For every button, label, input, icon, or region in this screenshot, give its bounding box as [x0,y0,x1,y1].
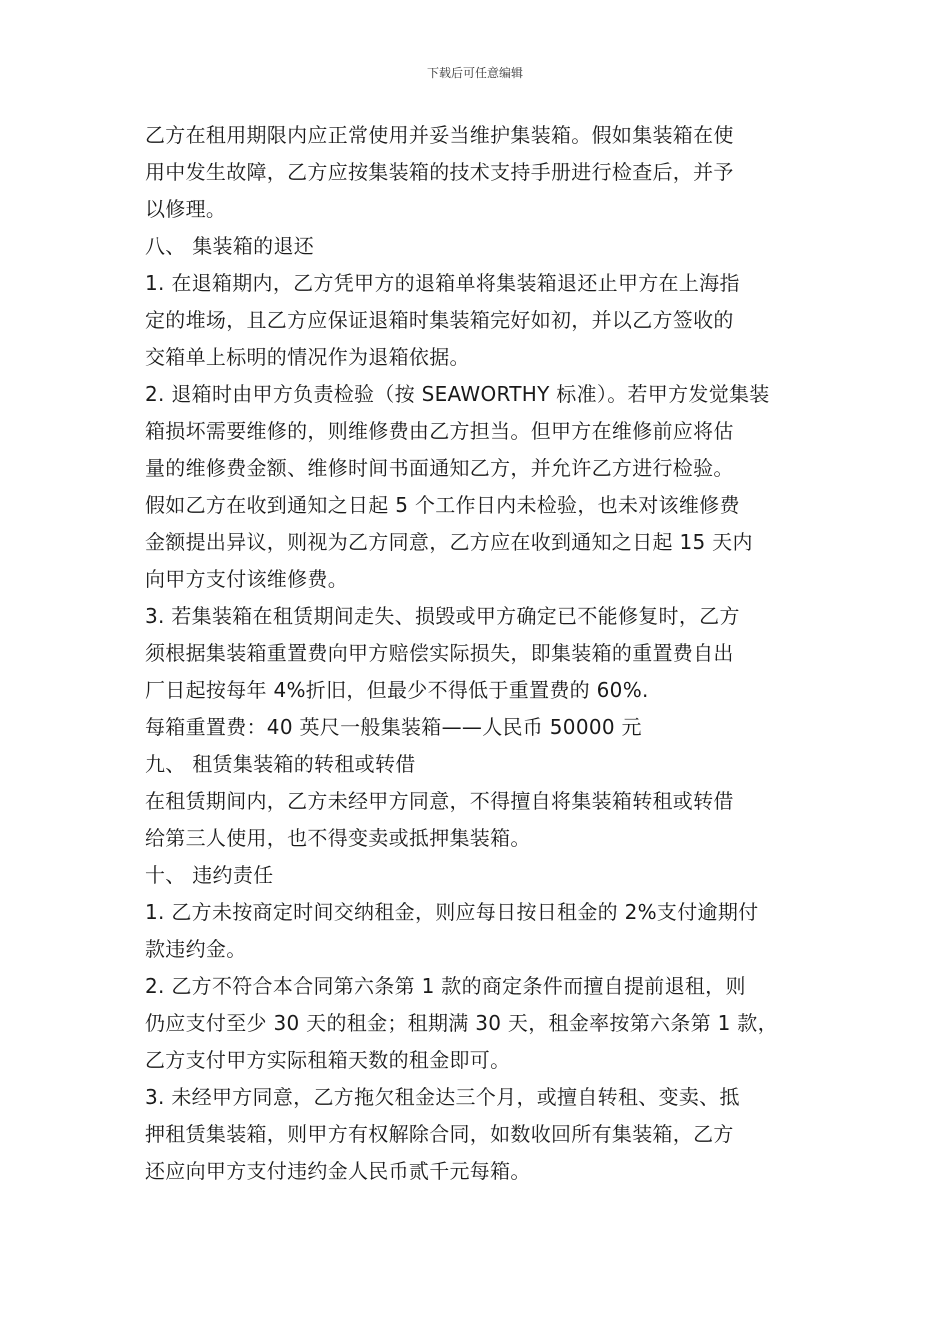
body-line: 款违约金。 [145,937,247,961]
body-line: 还应向甲方支付违约金人民币贰千元每箱。 [145,1159,531,1183]
body-line: 2. 退箱时由甲方负责检验（按 SEAWORTHY 标准）。若甲方发觉集装 [145,382,770,406]
section-heading: 八、 集装箱的退还 [145,234,315,258]
body-line: 押租赁集装箱，则甲方有权解除合同，如数收回所有集装箱，乙方 [145,1122,734,1146]
body-line: 箱损坏需要维修的，则维修费由乙方担当。但甲方在维修前应将估 [145,419,734,443]
body-line: 1. 在退箱期内，乙方凭甲方的退箱单将集装箱退还止甲方在上海指 [145,271,740,295]
body-line: 2. 乙方不符合本合同第六条第 1 款的商定条件而擅自提前退租，则 [145,974,746,998]
body-line: 3. 未经甲方同意，乙方拖欠租金达三个月，或擅自转租、变卖、抵 [145,1085,740,1109]
body-line: 假如乙方在收到通知之日起 5 个工作日内未检验，也未对该维修费 [145,493,740,517]
section-heading: 十、 违约责任 [145,863,274,887]
page-header: 下载后可任意编辑 [426,66,523,80]
body-line: 仍应支付至少 30 天的租金；租期满 30 天，租金率按第六条第 1 款， [145,1011,778,1035]
body-line: 用中发生故障，乙方应按集装箱的技术支持手册进行检查后，并予 [145,160,734,184]
body-line: 每箱重置费：40 英尺一般集装箱——人民币 50000 元 [145,715,642,739]
body-line: 向甲方支付该维修费。 [145,567,348,591]
body-line: 定的堆场，且乙方应保证退箱时集装箱完好如初，并以乙方签收的 [145,308,734,332]
body-line: 量的维修费金额、维修时间书面通知乙方，并允许乙方进行检验。 [145,456,734,480]
document-body [145,117,820,1190]
body-line: 以修理。 [145,197,227,221]
section-heading: 九、 租赁集装箱的转租或转借 [145,752,416,776]
body-line: 交箱单上标明的情况作为退箱依据。 [145,345,470,369]
body-line: 须根据集装箱重置费向甲方赔偿实际损失，即集装箱的重置费自出 [145,641,734,665]
body-line: 3. 若集装箱在租赁期间走失、损毁或甲方确定已不能修复时，乙方 [145,604,740,628]
body-line: 1. 乙方未按商定时间交纳租金，则应每日按日租金的 2%支付逾期付 [145,900,759,924]
body-line: 金额提出异议，则视为乙方同意，乙方应在收到通知之日起 15 天内 [145,530,753,554]
body-line: 乙方在租用期限内应正常使用并妥当维护集装箱。假如集装箱在使 [145,123,734,147]
body-line: 乙方支付甲方实际租箱天数的租金即可。 [145,1048,511,1072]
body-line: 给第三人使用，也不得变卖或抵押集装箱。 [145,826,531,850]
body-line: 厂日起按每年 4%折旧，但最少不得低于重置费的 60%. [145,678,649,702]
body-line: 在租赁期间内，乙方未经甲方同意，不得擅自将集装箱转租或转借 [145,789,734,813]
